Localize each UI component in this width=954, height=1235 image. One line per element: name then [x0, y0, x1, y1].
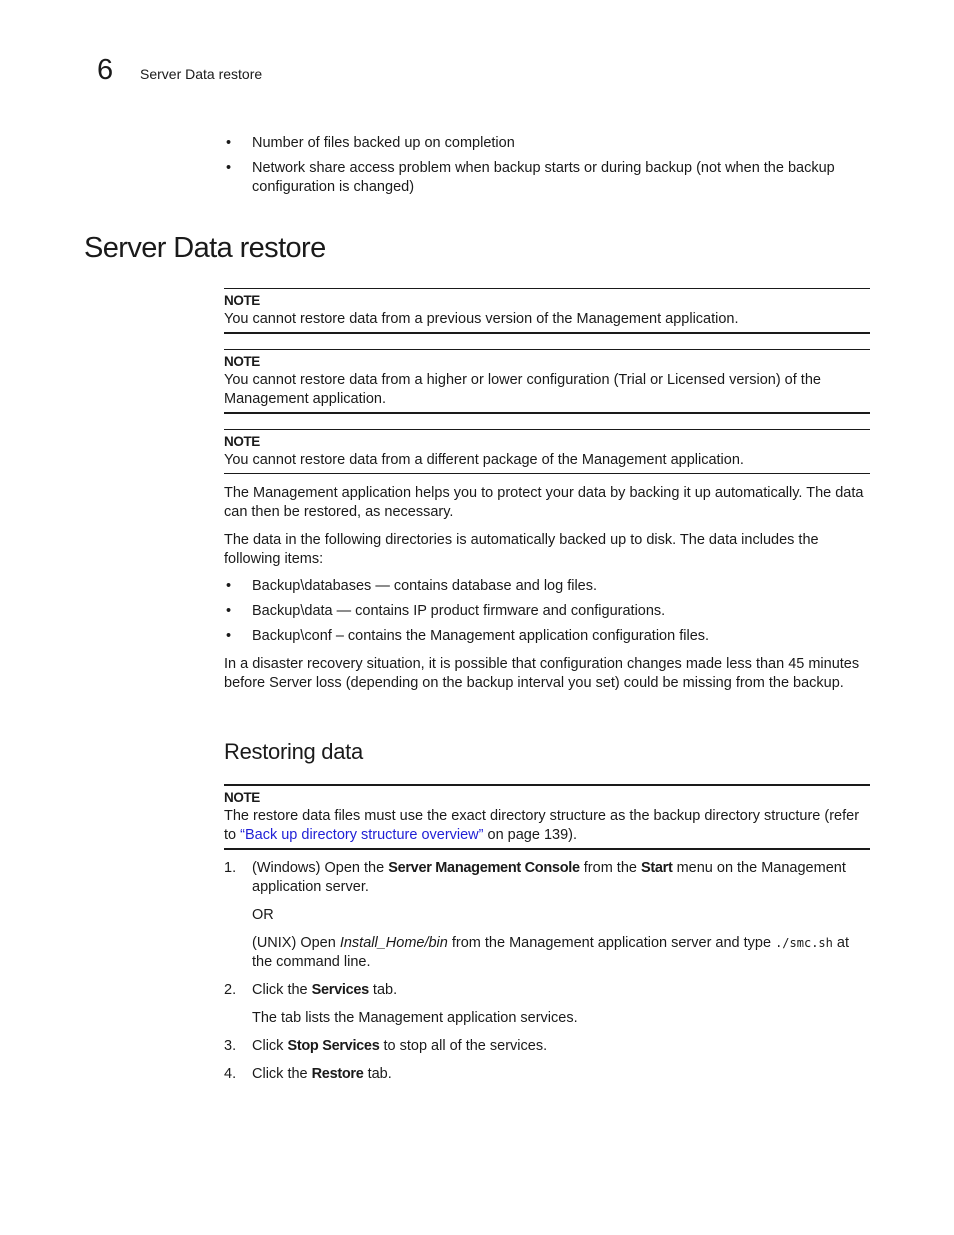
- list-item: • Number of files backed up on completion: [226, 135, 515, 151]
- note-text: You cannot restore data from a higher or lower configuration (Trial or Licensed version) of the Management application.: [224, 372, 821, 407]
- note-label: NOTE: [224, 434, 260, 449]
- list-item: • Backup\databases — contains database and log files.: [226, 578, 598, 594]
- section-title: Server Data restore: [84, 232, 326, 264]
- cross-reference-link[interactable]: “Back up directory structure overview”: [240, 827, 484, 843]
- paragraph-disaster-recovery: In a disaster recovery situation, it is possible that configuration changes made less than 45 minutes before Server loss (depending on the backup interval you set) could be missing from the backup.: [224, 656, 860, 691]
- paragraph-directories: The data in the following directories is automatically backed up to disk. The data includes the following items:: [224, 532, 819, 567]
- subsection-title: Restoring data: [224, 739, 363, 764]
- list-item-text: Network share access problem when backup starts or during backup (not when the backup configuration is changed): [252, 160, 835, 195]
- list-item-text: Backup\data — contains IP product firmware and configurations.: [252, 603, 666, 619]
- step-number: 4.: [224, 1066, 237, 1082]
- intro-bullet-list: [226, 134, 870, 203]
- step-number: 1.: [224, 860, 237, 876]
- note-box-restore: [224, 784, 870, 850]
- note-box-configuration: [224, 349, 870, 414]
- step-text: (Windows) Open the Server Management Console from the Start menu on the Management application server.: [252, 860, 846, 895]
- note-box-package: [224, 429, 870, 474]
- step-3: [224, 1037, 870, 1056]
- note-label: NOTE: [224, 293, 260, 308]
- note-label: NOTE: [224, 790, 260, 805]
- step-text: Click the Restore tab.: [252, 1066, 392, 1082]
- procedure-steps: [224, 859, 870, 1084]
- directory-bullet-list: [226, 577, 870, 652]
- step-2: [224, 981, 870, 1028]
- step-unix-text: (UNIX) Open Install_Home/bin from the Management application server and type ./smc.sh at the command line.: [252, 935, 849, 970]
- step-or: OR: [252, 907, 274, 923]
- step-text: Click the Services tab.: [252, 982, 398, 998]
- note-text: You cannot restore data from a different package of the Management application.: [224, 452, 744, 468]
- command-code: ./smc.sh: [775, 936, 833, 950]
- running-header-title: Server Data restore: [140, 66, 263, 82]
- note-box-version: [224, 288, 870, 334]
- list-item-text: Backup\databases — contains database and log files.: [252, 578, 598, 594]
- note-label: NOTE: [224, 354, 260, 369]
- list-item-text: Backup\conf – contains the Management application configuration files.: [252, 628, 710, 644]
- note-text: You cannot restore data from a previous version of the Management application.: [224, 311, 739, 327]
- step-number: 2.: [224, 982, 237, 998]
- paragraph-protect-data: The Management application helps you to protect your data by backing it up automatically. The data can then be restored, as necessary.: [224, 485, 864, 520]
- list-item: • Backup\data — contains IP product firmware and configurations.: [226, 603, 666, 619]
- step-number: 3.: [224, 1038, 237, 1054]
- list-item: • Network share access problem when backup starts or during backup (not when the backup configuration is changed): [226, 160, 835, 195]
- step-text: Click Stop Services to stop all of the services.: [252, 1038, 548, 1054]
- chapter-number: 6: [97, 54, 114, 86]
- list-item-text: Number of files backed up on completion: [252, 135, 515, 151]
- step-4: [224, 1065, 870, 1084]
- note-text: The restore data files must use the exact directory structure as the backup directory structure (refer to “Back up directory structure overview” on page 139).: [224, 808, 860, 843]
- list-item: • Backup\conf – contains the Management application configuration files.: [226, 628, 710, 644]
- step-description: The tab lists the Management application services.: [252, 1010, 578, 1026]
- step-1: [224, 859, 870, 972]
